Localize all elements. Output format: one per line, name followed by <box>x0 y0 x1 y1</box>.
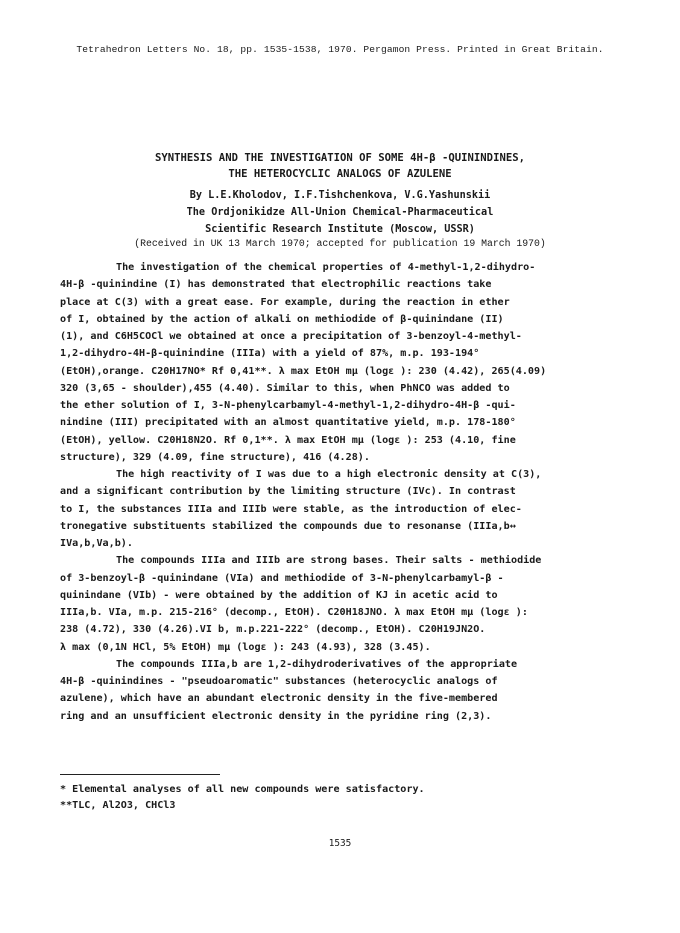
affiliation-line-1: The Ordjonikidze All-Union Chemical-Pharmaceutical <box>186 207 494 218</box>
title-line-2: THE HETEROCYCLIC ANALOGS OF AZULENE <box>228 168 452 180</box>
body-line: of 3-benzoyl-β -quinindane (VIa) and methiodide of 3-N-phenylcarbamyl-β - <box>60 572 504 584</box>
body-line: 238 (4.72), 330 (4.26).VI b, m.p.221-222° (decomp., EtOH). C20H19JN2O. <box>60 624 486 636</box>
body-line: λ max (0,1N HCl, 5% EtOH) mμ (logε ): 243 (4.93), 328 (3.45). <box>60 641 431 653</box>
title-line-1: SYNTHESIS AND THE INVESTIGATION OF SOME 4H-β -QUININDINES, <box>155 152 525 164</box>
body-line: azulene), which have an abundant electronic density in the five-membered <box>60 693 498 705</box>
body-line: The compounds IIIa and IIIb are strong bases. Their salts - methiodide <box>116 555 542 567</box>
body-line: tronegative substituents stabilized the compounds due to resonanse (IIIa,b↔ <box>60 520 516 532</box>
body-text <box>60 259 616 725</box>
body-line: The compounds IIIa,b are 1,2-dihydroderivatives of the appropriate <box>116 658 518 670</box>
body-line: IVa,b,Va,b). <box>60 538 133 549</box>
body-line: of I, obtained by the action of alkali on methiodide of β-quinindane (II) <box>60 313 504 325</box>
body-line: 4H-β -quinindines - "pseudoaromatic" substances (heterocyclic analogs of <box>60 676 498 687</box>
running-head: Tetrahedron Letters No. 18, pp. 1535-1538, 1970. Pergamon Press. Printed in Great Britain. <box>76 44 604 55</box>
body-line: and a significant contribution by the limiting structure (IVc). In contrast <box>60 486 516 498</box>
body-line: (1), and C6H5COCl we obtained at once a precipitation of 3-benzoyl-4-methyl- <box>60 331 522 342</box>
article-title <box>0 150 680 182</box>
page-number: 1535 <box>328 838 352 849</box>
body-line: 4H-β -quinindine (I) has demonstrated that electrophilic reactions take <box>60 279 492 291</box>
received-dates: (Received in UK 13 March 1970; accepted for publication 19 March 1970) <box>134 238 546 249</box>
body-line: place at C(3) with a great ease. For example, during the reaction in ether <box>60 296 510 308</box>
body-line: structure), 329 (4.09, fine structure), 416 (4.28). <box>60 451 370 463</box>
body-line: nindine (III) precipitated with an almost quantitative yield, m.p. 178-180° <box>60 417 516 429</box>
body-line: The high reactivity of I was due to a high electronic density at C(3), <box>116 469 542 480</box>
body-line: (EtOH),orange. C20H17NO* Rf 0,41**. λ max EtOH mμ (logε ): 230 (4.42), 265(4.09) <box>60 365 547 377</box>
body-line: The investigation of the chemical properties of 4-methyl-1,2-dihydro- <box>116 262 536 273</box>
body-line: to I, the substances IIIa and IIIb were stable, as the introduction of elec- <box>60 503 522 515</box>
affiliation-line-2: Scientific Research Institute (Moscow, USSR) <box>205 224 475 235</box>
footnotes <box>60 782 616 814</box>
author-names: By L.E.Kholodov, I.F.Tishchenkova, V.G.Yashunskii <box>189 190 491 201</box>
body-line: ring and an unsufficient electronic density in the pyridine ring (2,3). <box>60 710 492 722</box>
body-line: (EtOH), yellow. C20H18N2O. Rf 0,1**. λ max EtOH mμ (logε ): 253 (4.10, fine <box>60 434 516 446</box>
author-block <box>0 187 680 238</box>
body-line: 320 (3,65 - shoulder),455 (4.40). Similar to this, when PhNCO was added to <box>60 382 510 394</box>
footnote-2: **TLC, Al2O3, CHCl3 <box>60 800 176 811</box>
body-line: 1,2-dihydro-4H-β-quinindine (IIIa) with a yield of 87%, m.p. 193-194° <box>60 348 480 360</box>
body-line: IIIa,b. VIa, m.p. 215-216° (decomp., EtOH). C20H18JNO. λ max EtOH mμ (logε ): <box>60 607 528 618</box>
body-line: the ether solution of I, 3-N-phenylcarbamyl-4-methyl-1,2-dihydro-4H-β -qui- <box>60 400 516 411</box>
footnote-rule <box>60 774 220 775</box>
footnote-1: * Elemental analyses of all new compounds were satisfactory. <box>60 784 425 795</box>
body-line: quinindane (VIb) - were obtained by the addition of KJ in acetic acid to <box>60 589 498 601</box>
